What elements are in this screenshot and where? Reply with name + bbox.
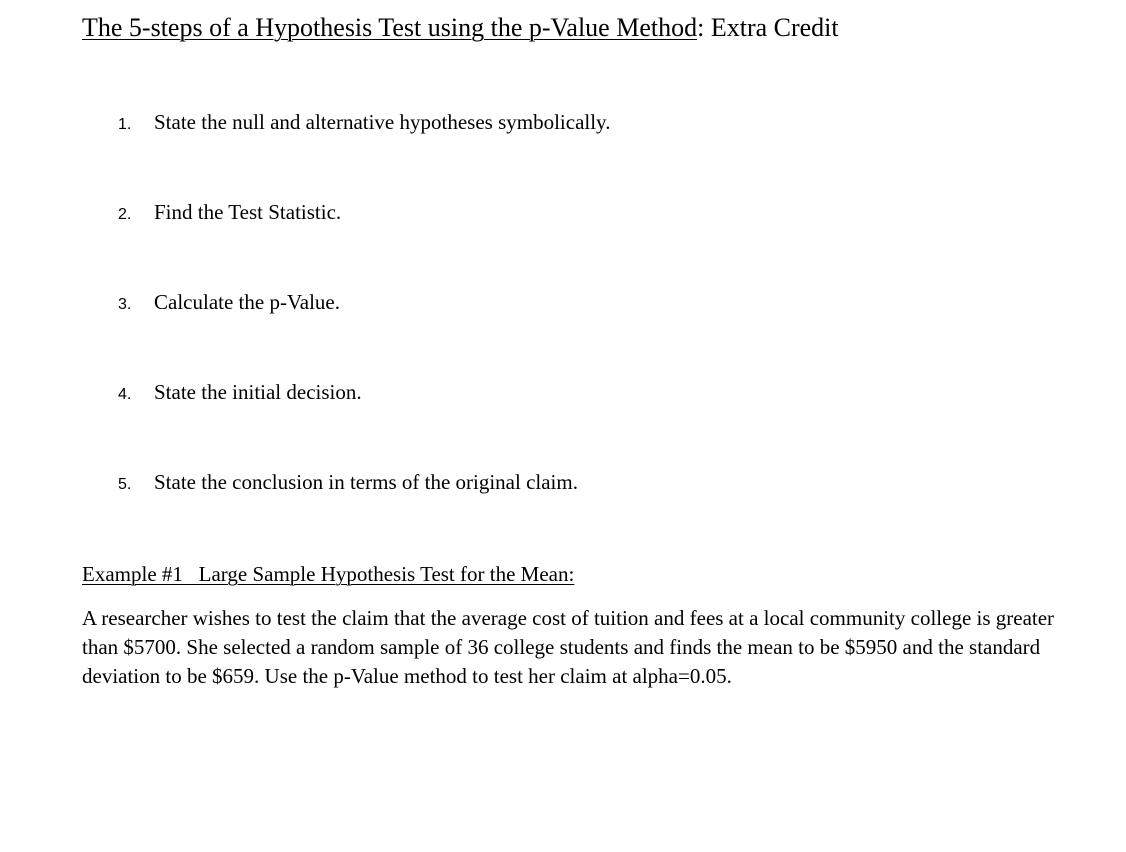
- step-text: State the null and alternative hypotheses symbolically.: [154, 110, 611, 134]
- step-5: [118, 469, 578, 498]
- step-3: [118, 289, 340, 318]
- step-text: Find the Test Statistic.: [154, 200, 342, 224]
- step-text: State the conclusion in terms of the original claim.: [154, 470, 578, 494]
- example-body: A researcher wishes to test the claim that the average cost of tuition and fees at a local community college is greater than $5700. She selected a random sample of 36 college students and finds the mean to be $5950 and the standard deviation to be $659. Use the p-Value method to test her claim at alpha=0.05.: [82, 606, 1055, 688]
- step-number: 2.: [118, 206, 132, 223]
- step-2: [118, 199, 341, 228]
- title-suffix: : Extra Credit: [697, 13, 839, 42]
- page-title: [82, 12, 839, 44]
- step-number: 3.: [118, 296, 132, 313]
- step-1: [118, 109, 610, 138]
- title-main: The 5-steps of a Hypothesis Test using the p-Value Method: [82, 13, 698, 42]
- example-heading: Example #1 Large Sample Hypothesis Test for the Mean:: [82, 562, 575, 586]
- step-number: 4.: [118, 386, 132, 403]
- step-number: 5.: [118, 476, 132, 493]
- step-text: Calculate the p-Value.: [154, 290, 341, 314]
- step-4: [118, 379, 362, 408]
- step-number: 1.: [118, 116, 132, 133]
- step-text: State the initial decision.: [154, 380, 362, 404]
